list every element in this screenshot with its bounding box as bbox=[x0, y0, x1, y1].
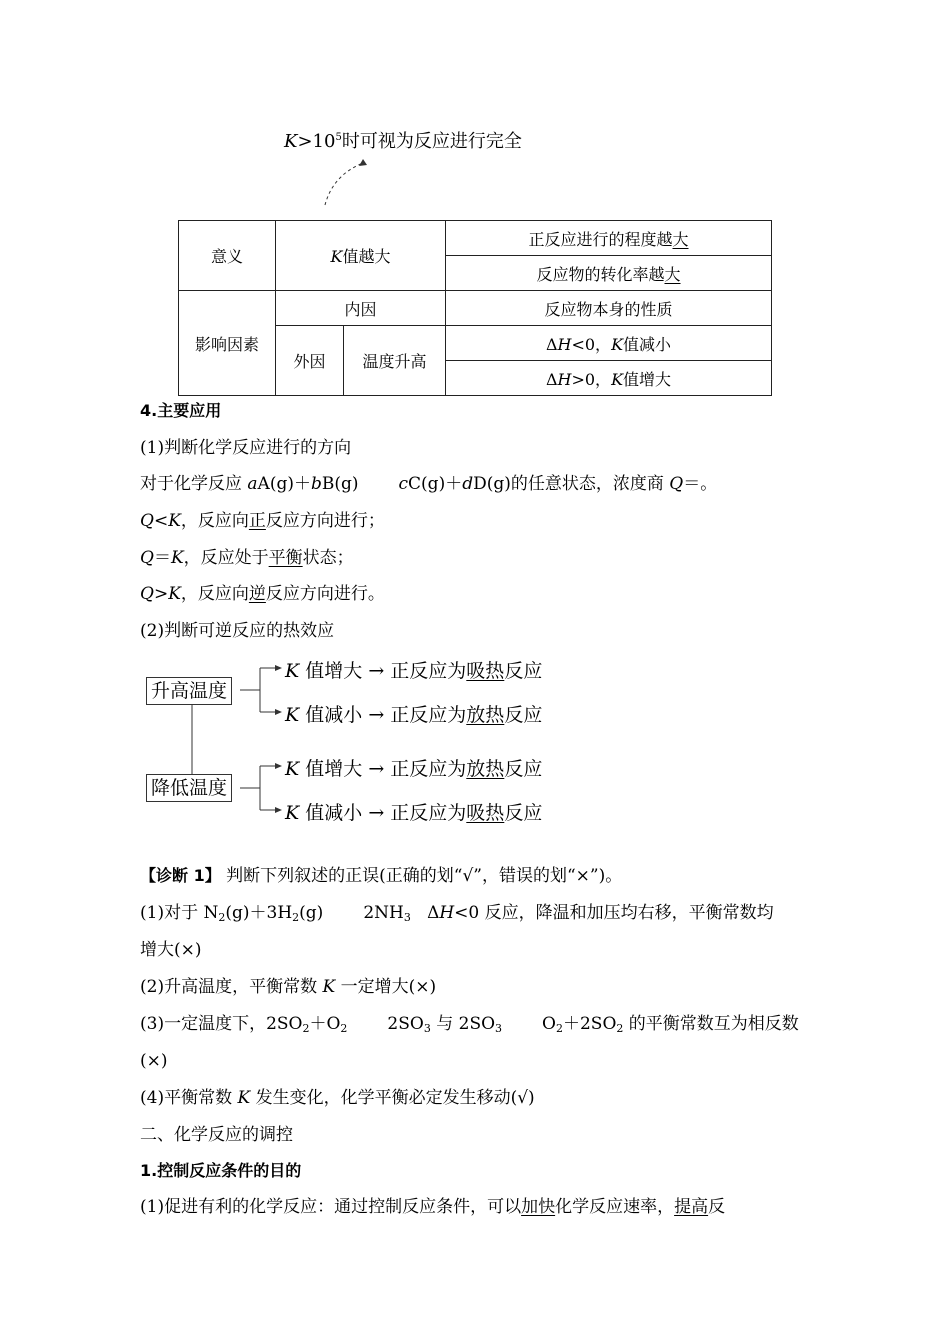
cell-meaning: 意义 bbox=[179, 221, 276, 291]
diag-row-lower-inc: K 值增大 → 正反应为放热反应 bbox=[285, 758, 543, 780]
cell-forward-degree: 正反应进行的程度越大 bbox=[446, 221, 772, 256]
diagnostic-item-3-cont: (×) bbox=[140, 1051, 168, 1071]
diagram-connectors bbox=[190, 650, 290, 830]
rule-q-greater: Q>K，反应向逆反应方向进行。 bbox=[140, 584, 385, 604]
diag-row-raise-dec: K 值减小 → 正反应为放热反应 bbox=[285, 704, 543, 726]
heading-main-applications: 4.主要应用 bbox=[140, 401, 222, 420]
para-direction: (1)判断化学反应进行的方向 bbox=[140, 438, 352, 458]
heading-control-purpose: 1.控制反应条件的目的 bbox=[140, 1161, 302, 1180]
diagnostic-item-4: (4)平衡常数 K 发生变化，化学平衡必定发生移动(√) bbox=[140, 1088, 535, 1108]
cell-temp-up: 温度升高 bbox=[344, 326, 446, 396]
heading-reaction-control: 二、化学反应的调控 bbox=[140, 1125, 293, 1145]
diag-row-raise-inc: K 值增大 → 正反应为吸热反应 bbox=[285, 660, 543, 682]
cell-k-large: K值越大 bbox=[276, 221, 446, 291]
cell-internal: 内因 bbox=[276, 291, 446, 326]
box-lower-temp: 降低温度 bbox=[146, 774, 232, 802]
diagnostic-intro: 【诊断 1】 判断下列叙述的正误(正确的划“√”，错误的划“×”)。 bbox=[140, 866, 623, 886]
k-table bbox=[178, 220, 772, 396]
cell-dh-positive: ΔH>0，K值增大 bbox=[446, 361, 772, 396]
diagnostic-item-1-cont: 增大(×) bbox=[140, 940, 202, 960]
diagnostic-item-2: (2)升高温度，平衡常数 K 一定增大(×) bbox=[140, 977, 437, 997]
cell-dh-negative: ΔH<0，K值减小 bbox=[446, 326, 772, 361]
rule-q-less: Q<K，反应向正反应方向进行； bbox=[140, 511, 385, 531]
cell-external: 外因 bbox=[276, 326, 344, 396]
cell-conversion: 反应物的转化率越大 bbox=[446, 256, 772, 291]
para-heat-effect: (2)判断可逆反应的热效应 bbox=[140, 621, 335, 641]
dashed-curve-arrow bbox=[315, 155, 375, 210]
para-promote: (1)促进有利的化学反应：通过控制反应条件，可以加快化学反应速率，提高反 bbox=[140, 1197, 726, 1217]
diagnostic-item-3: (3)一定温度下，$2SO_2+O_2$ $2SO_3$ 与 $2SO_3$ $O_2+2SO_2$ 的平衡常数互为相反数 bbox=[140, 1014, 799, 1035]
para-reaction: 对于化学反应 aA(g)＋bB(g) cC(g)＋dD(g)的任意状态，浓度商 Q＝。 bbox=[140, 474, 718, 494]
cell-internal-desc: 反应物本身的性质 bbox=[446, 291, 772, 326]
cell-factors: 影响因素 bbox=[179, 291, 276, 396]
note-text: $K>10^5$时可视为反应进行完全 bbox=[284, 131, 522, 152]
diagnostic-item-1: (1)对于 $N_2(g)+3H_2(g)$ $2NH_3$ ΔH<0 反应，降温和加压均右移，平衡常数均 bbox=[140, 903, 774, 924]
box-raise-temp: 升高温度 bbox=[146, 677, 232, 705]
diag-row-lower-dec: K 值减小 → 正反应为吸热反应 bbox=[285, 802, 543, 824]
rule-q-equal: Q＝K，反应处于平衡状态； bbox=[140, 548, 354, 568]
